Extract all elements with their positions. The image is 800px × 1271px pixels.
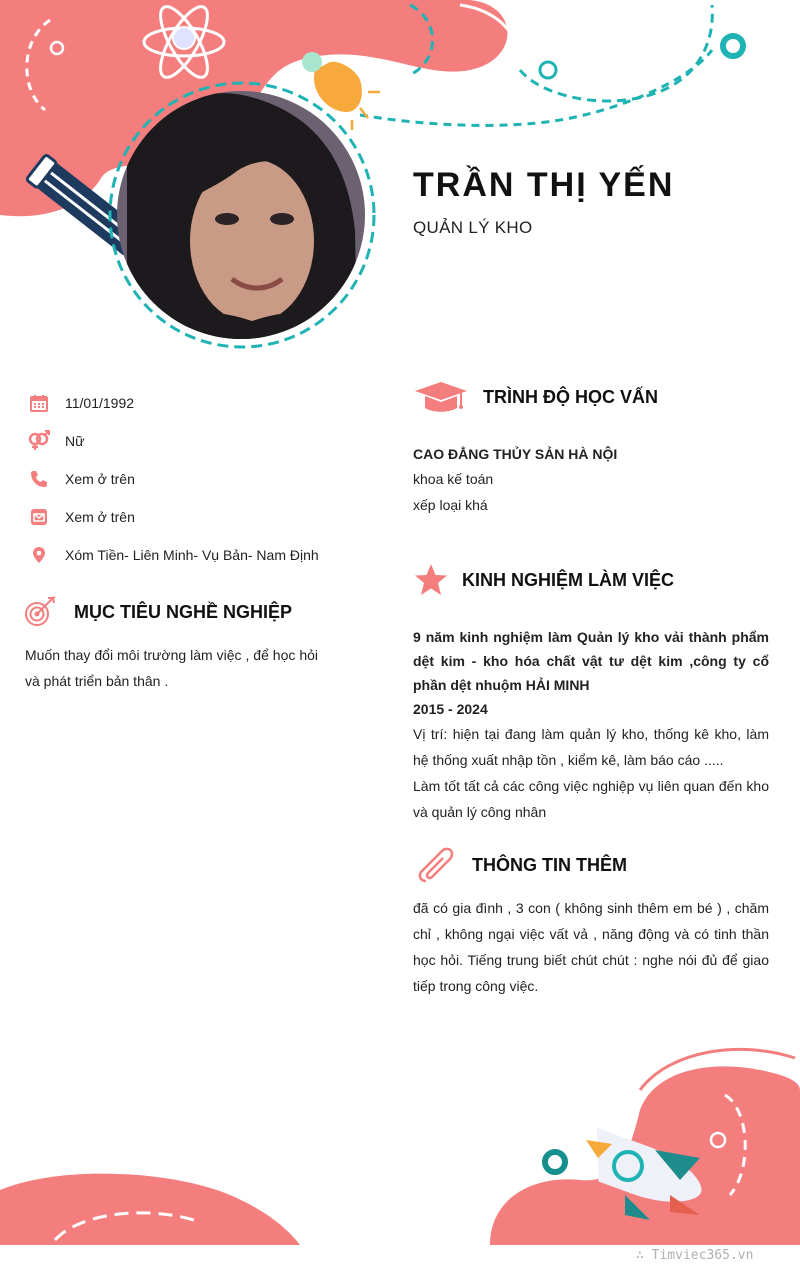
objective-text: Muốn thay đổi môi trường làm việc , để học hỏi và phát triển bản thân . (25, 647, 318, 689)
candidate-name: TRẦN THỊ YẾN (413, 166, 675, 204)
job-title: QUẢN LÝ KHO (413, 218, 533, 237)
contact-gender (28, 422, 358, 460)
gender-text: Nữ (65, 433, 85, 449)
experience-summary: 9 năm kinh nghiệm làm Quản lý kho vải thành phẩm dệt kim - kho hóa chất vật tư dệt kim ,công ty cổ phần dệt nhuộm HẢI MINH (413, 629, 769, 693)
contact-phone (28, 460, 358, 498)
calendar-icon (28, 392, 50, 414)
additional-section-header (416, 845, 627, 885)
email-icon (28, 506, 50, 528)
experience-description-2: Làm tốt tất cả các công việc nghiệp vụ liên quan đến kho và quản lý công nhân (413, 778, 769, 820)
birthdate-text: 11/01/1992 (65, 395, 135, 411)
address-text: Xóm Tiền- Liên Minh- Vụ Bản- Nam Định (65, 547, 319, 563)
phone-text: Xem ở trên (65, 471, 135, 487)
education-section-header (413, 380, 658, 414)
paperclip-icon (416, 845, 456, 885)
contact-email (28, 498, 358, 536)
education-grade: xếp loại khá (413, 497, 488, 513)
experience-heading: KINH NGHIỆM LÀM VIỆC (462, 569, 675, 590)
experience-section-header (414, 563, 674, 597)
objective-section-header (24, 596, 292, 628)
education-major: khoa kế toán (413, 471, 494, 487)
target-icon (24, 596, 56, 628)
gender-icon (28, 430, 50, 452)
education-school: CAO ĐẲNG THỦY SẢN HÀ NỘI (413, 446, 618, 462)
experience-period: 2015 - 2024 (413, 701, 488, 717)
phone-icon (28, 468, 50, 490)
additional-text: đã có gia đình , 3 con ( không sinh thêm em bé ) , chăm chỉ , không ngại việc vất vả , năng động và có tinh thần học hỏi. Tiếng trung biết chút chút : nghe nói đủ để giao tiếp trong công việc. (413, 900, 769, 994)
profile-photo (117, 91, 365, 339)
contact-info (28, 384, 358, 574)
graduation-cap-icon (413, 380, 469, 414)
contact-birthdate (28, 384, 358, 422)
additional-heading: THÔNG TIN THÊM (472, 854, 627, 875)
email-text: Xem ở trên (65, 509, 135, 525)
star-icon (414, 563, 448, 597)
site-watermark: ∴ Timviec365.vn (636, 1248, 754, 1263)
experience-description-1: Vị trí: hiện tại đang làm quản lý kho, thống kê kho, làm hệ thống xuất nhập tồn , kiểm kê, làm báo cáo ..... (413, 726, 769, 768)
contact-address (28, 536, 358, 574)
bottom-left-blob (0, 1174, 300, 1245)
education-heading: TRÌNH ĐỘ HỌC VẤN (483, 386, 658, 407)
location-pin-icon (28, 544, 50, 566)
objective-heading: MỤC TIÊU NGHỀ NGHIỆP (74, 601, 293, 622)
